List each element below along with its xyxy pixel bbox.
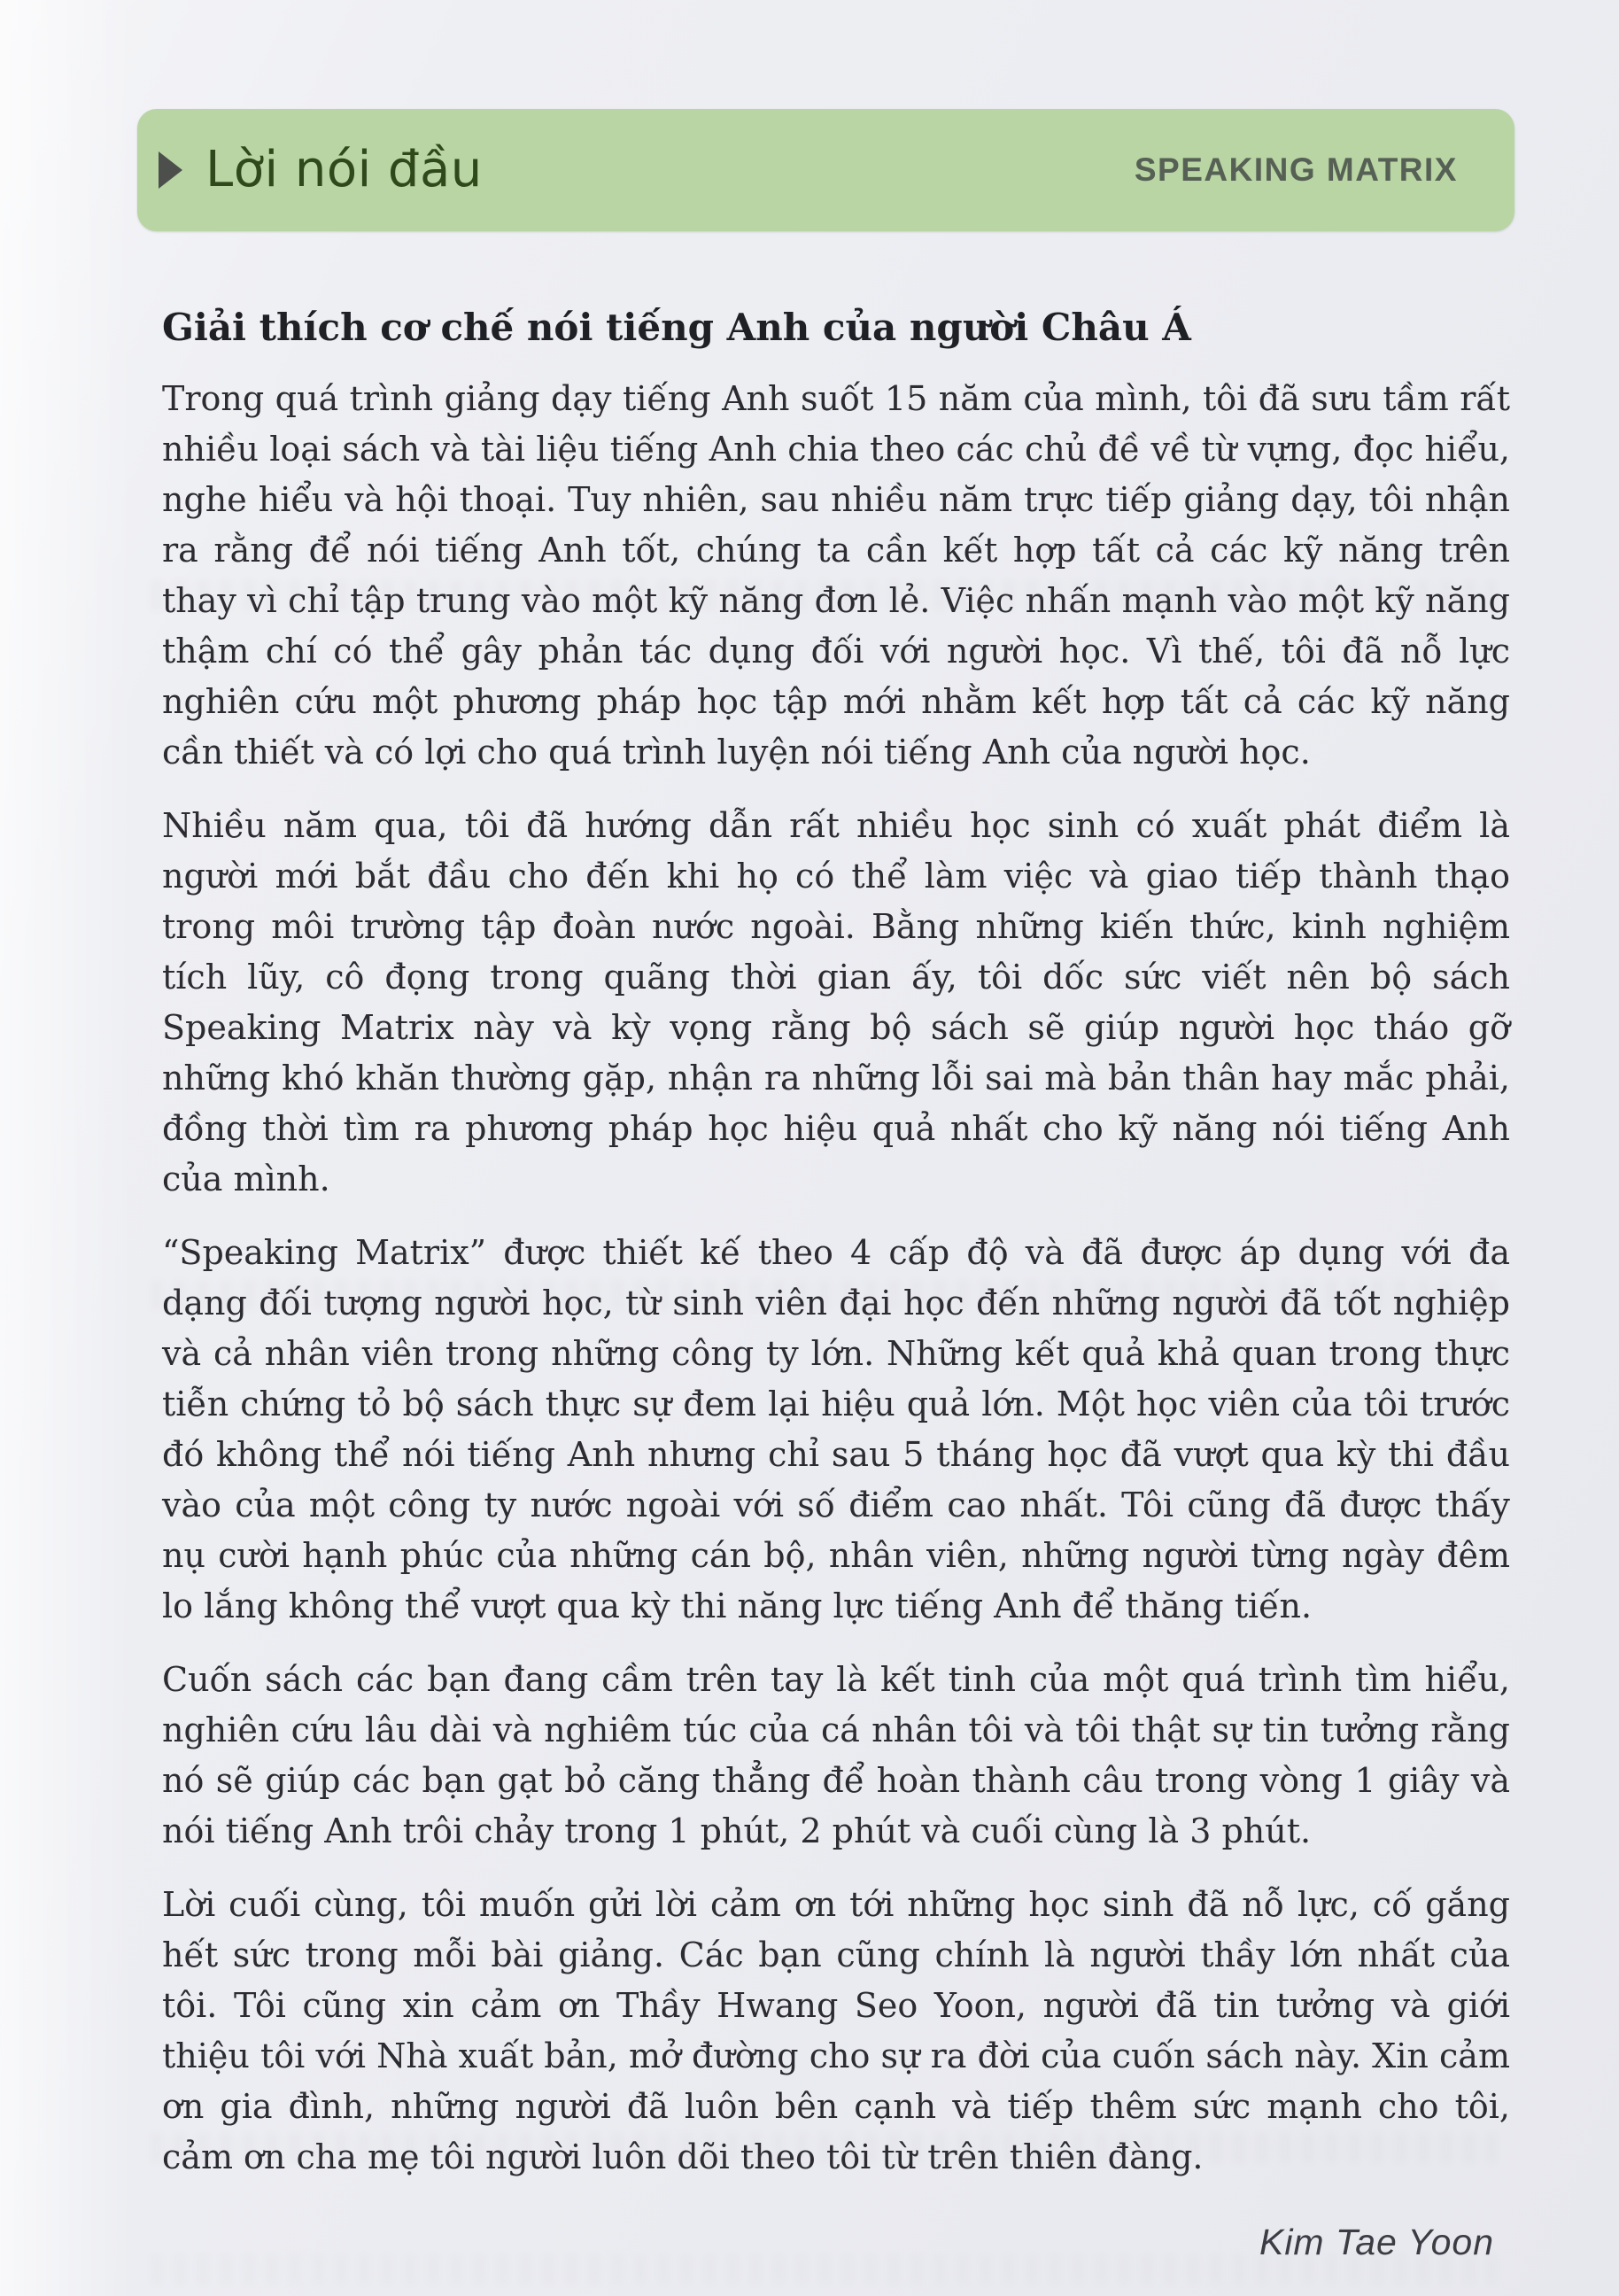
section-heading: Giải thích cơ chế nói tiếng Anh của người Châu Á bbox=[162, 306, 1191, 349]
page-title: Lời nói đầu bbox=[205, 141, 483, 198]
preface-content bbox=[162, 301, 1510, 2263]
play-arrow-icon bbox=[159, 151, 182, 189]
paragraph-4: Cuốn sách các bạn đang cầm trên tay là kết tinh của một quá trình tìm hiểu, nghiên cứu lâu dài và nghiêm túc của cá nhân tôi và tôi thật sự tin tưởng rằng nó sẽ giúp các bạn gạt bỏ căng thẳng để hoàn thành câu trong vòng 1 giây và nói tiếng Anh trôi chảy trong 1 phút, 2 phút và cuối cùng là 3 phút. bbox=[162, 1660, 1510, 1850]
paragraph-2: Nhiều năm qua, tôi đã hướng dẫn rất nhiều học sinh có xuất phát điểm là người mới bắt đầu cho đến khi họ có thể làm việc và giao tiếp thành thạo trong môi trường tập đoàn nước ngoài. Bằng những kiến thức, kinh nghiệm tích lũy, cô đọng trong quãng thời gian ấy, tôi dốc sức viết nên bộ sách Speaking Matrix này và kỳ vọng rằng bộ sách sẽ giúp người học tháo gỡ những khó khăn thường gặp, nhận ra những lỗi sai mà bản thân hay mắc phải, đồng thời tìm ra phương pháp học hiệu quả nhất cho kỹ năng nói tiếng Anh của mình. bbox=[162, 806, 1510, 1198]
scan-edge-light bbox=[0, 0, 133, 2296]
paragraph-5: Lời cuối cùng, tôi muốn gửi lời cảm ơn tới những học sinh đã nỗ lực, cố gắng hết sức trong mỗi bài giảng. Các bạn cũng chính là người thầy lớn nhất của tôi. Tôi cũng xin cảm ơn Thầy Hwang Seo Yoon, người đã tin tưởng và giới thiệu tôi với Nhà xuất bản, mở đường cho sự ra đời của cuốn sách này. Xin cảm ơn gia đình, những người đã luôn bên cạnh và tiếp thêm sức mạnh cho tôi, cảm ơn cha mẹ tôi người luôn dõi theo tôi từ trên thiên đàng. bbox=[162, 1885, 1510, 2176]
brand-label: SPEAKING MATRIX bbox=[1134, 151, 1458, 188]
paragraph-3: “Speaking Matrix” được thiết kế theo 4 cấp độ và đã được áp dụng với đa dạng đối tượng người học, từ sinh viên đại học đến những người đã tốt nghiệp và cả nhân viên trong những công ty lớn. Những kết quả khả quan trong thực tiễn chứng tỏ bộ sách thực sự đem lại hiệu quả lớn. Một học viên của tôi trước đó không thể nói tiếng Anh nhưng chỉ sau 5 tháng học đã vượt qua kỳ thi đầu vào của một công ty nước ngoài với số điểm cao nhất. Tôi cũng đã được thấy nụ cười hạnh phúc của những cán bộ, nhân viên, những người từng ngày đêm lo lắng không thể vượt qua kỳ thi năng lực tiếng Anh để thăng tiến. bbox=[162, 1233, 1510, 1625]
author-signature: Kim Tae Yoon bbox=[1259, 2222, 1494, 2262]
paragraph-1: Trong quá trình giảng dạy tiếng Anh suốt 15 năm của mình, tôi đã sưu tầm rất nhiều loại sách và tài liệu tiếng Anh chia theo các chủ đề về từ vựng, đọc hiểu, nghe hiểu và hội thoại. Tuy nhiên, sau nhiều năm trực tiếp giảng dạy, tôi nhận ra rằng để nói tiếng Anh tốt, chúng ta cần kết hợp tất cả các kỹ năng trên thay vì chỉ tập trung vào một kỹ năng đơn lẻ. Việc nhấn mạnh vào một kỹ năng thậm chí có thể gây phản tác dụng đối với người học. Vì thế, tôi đã nỗ lực nghiên cứu một phương pháp học tập mới nhằm kết hợp tất cả các kỹ năng cần thiết và có lợi cho quá trình luyện nói tiếng Anh của người học. bbox=[162, 379, 1510, 772]
section-header-bar bbox=[137, 109, 1514, 231]
